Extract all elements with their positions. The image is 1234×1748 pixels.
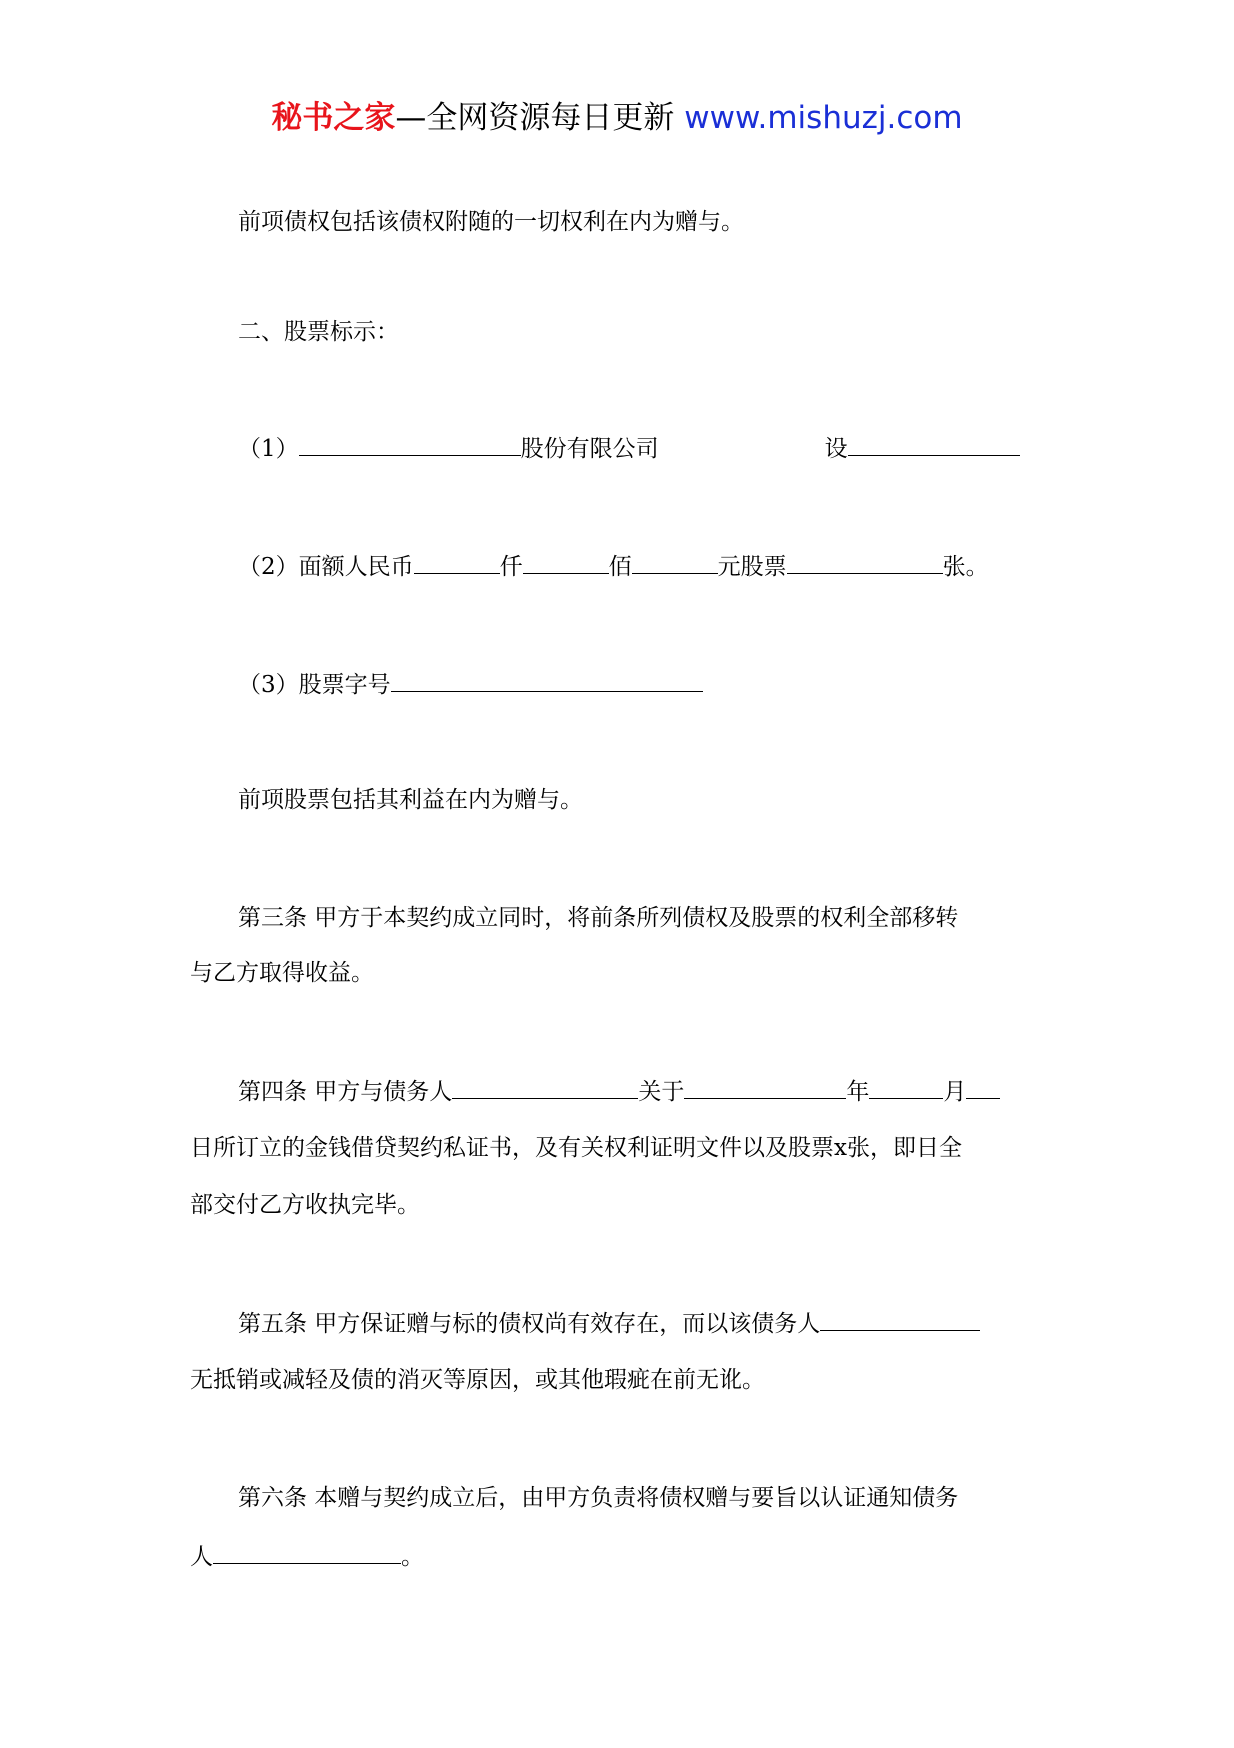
stock-item-3 <box>238 668 703 700</box>
debtor-blank[interactable] <box>452 1075 638 1099</box>
paragraph-stock-includes: 前项股票包括其利益在内为赠与。 <box>238 787 583 813</box>
article-3-line-1: 第三条 甲方于本契约成立同时，将前条所列债权及股票的权利全部移转 <box>238 905 959 931</box>
article-5-line-1 <box>238 1307 980 1339</box>
section-title-stock: 二、股票标示： <box>238 319 399 345</box>
qian-blank[interactable] <box>414 550 500 574</box>
art6-text-b: 人 <box>190 1544 213 1570</box>
art6-text-c: 。 <box>401 1544 424 1570</box>
item2-qian: 仟 <box>499 554 523 580</box>
zhang-blank[interactable] <box>787 550 943 574</box>
stock-item-2 <box>238 550 989 582</box>
art5-debtor-blank[interactable] <box>820 1307 980 1331</box>
article-5-line-2: 无抵销或减轻及债的消灭等原因，或其他瑕疵在前无讹。 <box>190 1367 765 1393</box>
site-url-link[interactable]: www.mishuzj.com <box>684 100 963 136</box>
bai-blank[interactable] <box>523 550 609 574</box>
company-name-blank[interactable] <box>299 432 521 456</box>
year-blank[interactable] <box>684 1075 846 1099</box>
item2-prefix: （2）面额人民币 <box>238 554 414 580</box>
day-blank[interactable] <box>966 1075 1000 1099</box>
item3-prefix: （3）股票字号 <box>238 672 391 698</box>
item1-prefix: （1） <box>238 436 299 462</box>
yuan-blank[interactable] <box>632 550 718 574</box>
article-4-line-1 <box>238 1075 1000 1107</box>
art5-text-a: 第五条 甲方保证赠与标的债权尚有效存在，而以该债务人 <box>238 1311 821 1337</box>
site-brand: 秘书之家 <box>271 100 396 136</box>
stock-number-blank[interactable] <box>391 668 703 692</box>
item2-yuan: 元股票 <box>717 554 787 580</box>
art4-text-a: 第四条 甲方与债务人 <box>238 1079 453 1105</box>
art6-debtor-blank[interactable] <box>213 1540 401 1564</box>
stock-item-1 <box>238 432 1020 464</box>
article-6-line-2 <box>190 1540 424 1572</box>
article-4-line-3: 部交付乙方收执完毕。 <box>190 1192 420 1218</box>
location-blank[interactable] <box>848 432 1020 456</box>
art4-text-c: 年 <box>846 1079 870 1105</box>
article-6-line-1: 第六条 本赠与契约成立后，由甲方负责将债权赠与要旨以认证通知债务 <box>238 1485 959 1511</box>
item1-set: 设 <box>824 436 848 462</box>
article-4-line-2: 日所订立的金钱借贷契约私证书，及有关权利证明文件以及股票x张，即日全 <box>190 1135 962 1161</box>
paragraph-debt-includes: 前项债权包括该债权附随的一切权利在内为赠与。 <box>238 209 744 235</box>
art4-text-b: 关于 <box>638 1079 685 1105</box>
item2-zhang: 张。 <box>942 554 989 580</box>
site-slogan: —全网资源每日更新 <box>395 100 675 136</box>
item1-company: 股份有限公司 <box>520 436 659 462</box>
month-blank[interactable] <box>869 1075 943 1099</box>
article-3-line-2: 与乙方取得收益。 <box>190 960 374 986</box>
item2-bai: 佰 <box>608 554 632 580</box>
site-header <box>0 98 1234 138</box>
art4-text-d: 月 <box>943 1079 967 1105</box>
